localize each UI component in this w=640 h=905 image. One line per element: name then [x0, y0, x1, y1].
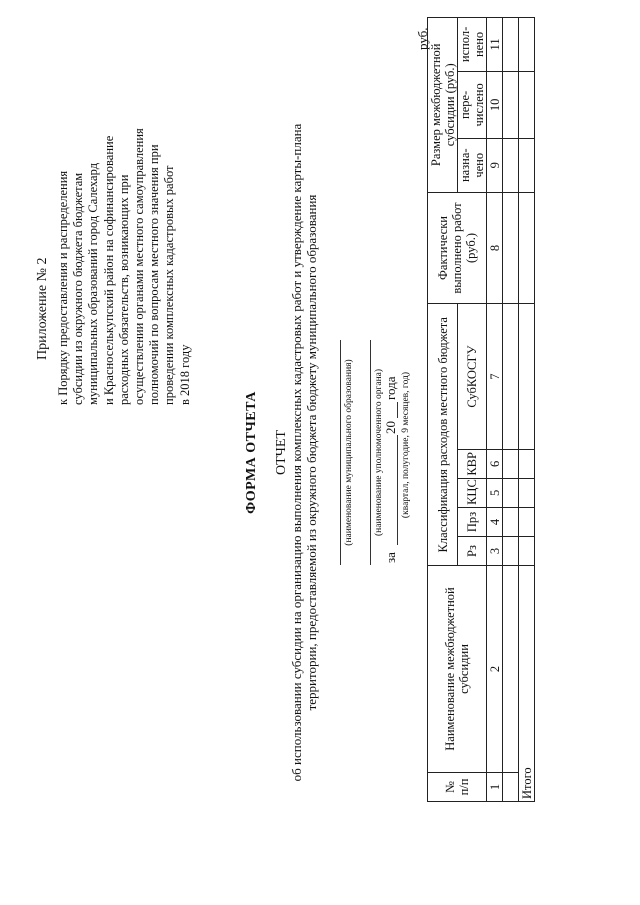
empty-cell: [519, 192, 535, 304]
report-title: ОТЧЕТ: [274, 430, 289, 475]
header-transferred: пере-числено: [458, 71, 487, 138]
num-cell: 1: [487, 772, 503, 801]
empty-cell: [503, 18, 519, 72]
header-assigned: назна-чено: [458, 138, 487, 192]
municipality-caption: (наименование муниципального образования): [344, 359, 354, 546]
description-line: об использовании субсидии на организацию выполнения комплексных кадастровых работ и утверждение карты-плана: [289, 123, 304, 782]
currency-label: руб.: [415, 27, 430, 50]
num-cell: 6: [487, 449, 503, 478]
header-subkosgu: СубКОСГУ: [458, 304, 487, 449]
num-cell: 4: [487, 507, 503, 536]
municipality-line: [340, 340, 341, 565]
empty-cell: [503, 507, 519, 536]
empty-cell: [503, 478, 519, 507]
num-cell: 8: [487, 192, 503, 304]
report-table: [427, 17, 535, 802]
empty-cell: [503, 71, 519, 138]
header-size: Размер межбюджетной субсидии (руб.): [428, 18, 458, 193]
report-description: [289, 0, 319, 905]
empty-cell: [519, 71, 535, 138]
order-line: субсидии из окружного бюджета бюджетам: [71, 172, 86, 405]
order-line: расходных обязательств, возникающих при: [116, 174, 131, 405]
header-rz: Рз: [458, 536, 487, 565]
period-year-suffix: года: [383, 376, 398, 400]
empty-cell: [503, 536, 519, 565]
order-line: полномочий по вопросам местного значения при: [147, 144, 162, 405]
period-caption: (квартал, полугодие, 9 месяцев, год): [401, 371, 411, 519]
authority-line: [370, 340, 371, 565]
year-line: [397, 402, 398, 418]
empty-cell: [503, 192, 519, 304]
empty-cell: [519, 507, 535, 536]
num-cell: 10: [487, 71, 503, 138]
appendix-order-text: [56, 20, 193, 405]
num-cell: 11: [487, 18, 503, 72]
empty-cell: [519, 449, 535, 478]
empty-cell: [503, 566, 519, 773]
period-year-prefix: 20: [383, 421, 398, 434]
num-cell: 5: [487, 478, 503, 507]
num-cell: 3: [487, 536, 503, 565]
num-cell: 2: [487, 566, 503, 773]
description-line: территории, предоставляемой из окружного бюджета бюджету муниципального образования: [304, 194, 319, 711]
header-num: № п/п: [428, 772, 487, 801]
empty-cell: [503, 449, 519, 478]
empty-cell: [519, 478, 535, 507]
num-cell: 7: [487, 304, 503, 449]
order-line: и Красноселькупский район на софинансирование: [101, 135, 116, 405]
empty-cell: [503, 138, 519, 192]
appendix-title: Приложение № 2: [35, 257, 50, 360]
order-line: осуществлении органами местного самоуправления: [132, 128, 147, 405]
empty-cell: [519, 304, 535, 449]
empty-cell: [503, 772, 519, 801]
header-actual: Фактически выполнено работ (руб.): [428, 192, 487, 304]
order-line: муниципальных образований город Салехард: [86, 162, 101, 405]
num-cell: 9: [487, 138, 503, 192]
authority-caption: (наименование уполномоченного органа): [374, 368, 384, 537]
empty-cell: [519, 138, 535, 192]
order-line: к Порядку предоставления и распределения: [56, 170, 70, 405]
order-line: в 2018 году: [177, 344, 192, 405]
numbering-row: [487, 18, 503, 802]
period-line: [397, 435, 398, 545]
header-executed: испол-нено: [458, 18, 487, 72]
header-name: Наименование межбюджетной субсидии: [428, 566, 487, 773]
empty-cell: [519, 18, 535, 72]
header-classification: Классификация расходов местного бюджета: [428, 304, 458, 566]
table-row: [503, 18, 519, 802]
header-kvr: КВР: [458, 449, 487, 478]
total-label: Итого: [519, 566, 535, 802]
period-prefix: за: [383, 552, 398, 563]
form-title: ФОРМА ОТЧЕТА: [244, 391, 259, 514]
empty-cell: [519, 536, 535, 565]
header-kcs: КЦС: [458, 478, 487, 507]
order-line: проведении комплексных кадастровых работ: [162, 165, 177, 405]
total-row: [519, 18, 535, 802]
empty-cell: [503, 304, 519, 449]
header-prz: Прз: [458, 507, 487, 536]
